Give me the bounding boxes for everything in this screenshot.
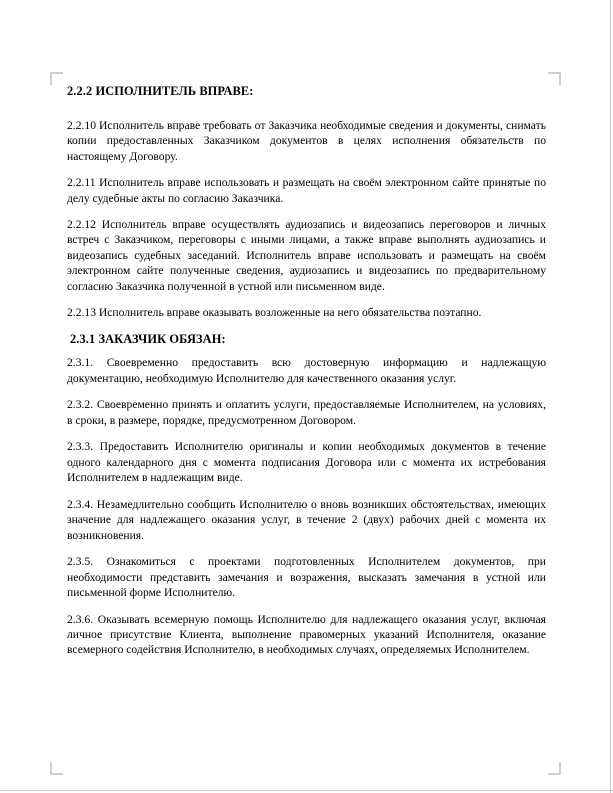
margin-mark-bottom-left: [50, 762, 63, 775]
clause-2-3-5: 2.3.5. Ознакомиться с проектами подготовленных Исполнителем документов, при необходимости представить замечания и возражения, высказать замечания в устной или письменной форме Исполнителю.: [67, 555, 546, 600]
clause-2-2-11: 2.2.11 Исполнитель вправе использовать и размещать на своём электронном сайте принятые по делу судебные акты по согласию Заказчика.: [67, 176, 546, 205]
clause-2-2-12: 2.2.12 Исполнитель вправе осуществлять аудиозапись и видеозапись переговоров и личных встреч с Заказчиком, переговоры с иными лицами, а также вправе выполнять аудиозапись и видеозапись судебных заседаний. Исполнитель вправе использовать и размещать на своём электронном сайте полученные сведения, аудиозапись и видеозапись по предварительному согласию Заказчика полученной в устной или письменном виде.: [67, 217, 546, 293]
clause-2-2-13: 2.2.13 Исполнитель вправе оказывать возложенные на него обязательства поэтапно.: [67, 306, 482, 320]
margin-mark-top-left: [50, 72, 63, 85]
section-heading-ispolnitel-vprave: 2.2.2 ИСПОЛНИТЕЛЬ ВПРАВЕ:: [67, 84, 254, 98]
margin-mark-top-right: [548, 72, 561, 85]
clause-2-3-6: 2.3.6. Оказывать всемерную помощь Исполнителю для надлежащего оказания услуг, включая личное присутствие Клиента, выполнение правомерных указаний Исполнителя, оказание всемерного содействия Исполнителю, в необходимых случаях, определяемых Исполнителем.: [67, 612, 546, 657]
section-heading-zakazchik-obyazan: 2.3.1 ЗАКАЗЧИК ОБЯЗАН:: [70, 331, 226, 346]
clause-2-2-10: 2.2.10 Исполнитель вправе требовать от Заказчика необходимые сведения и документы, снимать копии предоставленных Заказчиком документов в целях исполнения обязательств по настоящему Договору.: [67, 118, 546, 163]
clause-2-3-3: 2.3.3. Предоставить Исполнителю оригиналы и копии необходимых документов в течение одного календарного дня с момента подписания Договора или с момента их истребования Исполнителем в надлежащим виде.: [67, 440, 546, 485]
clause-2-3-4: 2.3.4. Незамедлительно сообщить Исполнителю о вновь возникших обстоятельствах, имеющих значение для надлежащего оказания услуг, в течение 2 (двух) рабочих дней с момента их возникновения.: [67, 497, 546, 542]
clause-2-3-2: 2.3.2. Своевременно принять и оплатить услуги, предоставляемые Исполнителем, на условиях, в сроки, в размере, порядке, предусмотренном Договором.: [67, 398, 546, 427]
margin-mark-bottom-right: [548, 762, 561, 775]
document-text-body: [67, 84, 546, 658]
page-border-bottom: [0, 790, 613, 791]
page-border-right: [610, 0, 611, 793]
clause-2-3-1: 2.3.1. Своевременно предоставить всю достоверную информацию и надлежащую документацию, необходимую Исполнителю для качественного оказания услуг.: [67, 356, 546, 385]
